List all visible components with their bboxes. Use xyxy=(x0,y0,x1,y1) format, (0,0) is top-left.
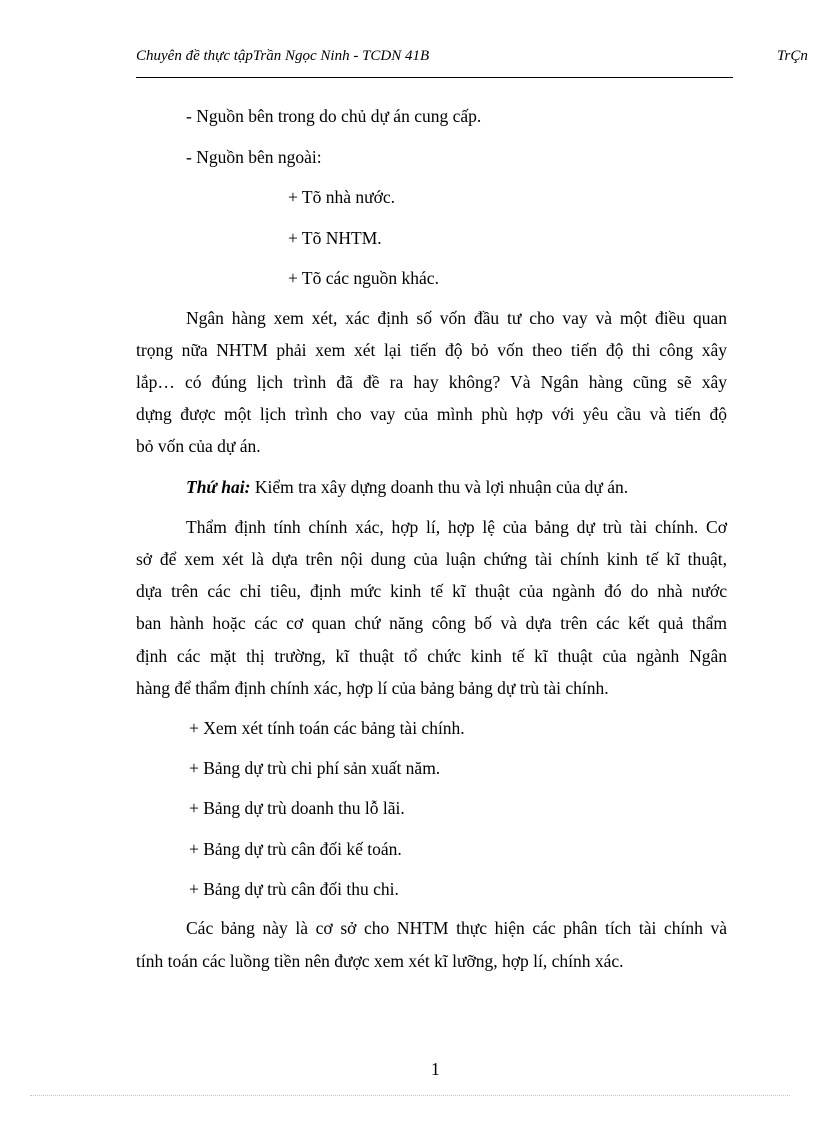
paragraph-line: dựa trên các chỉ tiêu, định mức kinh tế kĩ thuật của ngành đó do nhà nước xyxy=(136,581,727,601)
page-number: 1 xyxy=(431,1059,440,1079)
header-divider xyxy=(136,77,733,78)
list-item: + Xem xét tính toán các bảng tài chính. xyxy=(189,718,465,738)
paragraph-line: tính toán các luồng tiền nên được xem xét kĩ lưỡng, hợp lí, chính xác. xyxy=(136,951,624,971)
running-header-title: Chuyên đề thực tậpTrần Ngọc Ninh - TCDN 41B xyxy=(136,48,430,64)
paragraph-line: ban hành hoặc các cơ quan chứ năng công bố và dựa trên các kết quả thẩm xyxy=(136,613,727,633)
footer-dotted-rule xyxy=(30,1095,790,1096)
second-text: Kiểm tra xây dựng doanh thu và lợi nhuận của dự án. xyxy=(250,477,629,497)
sub-item-nhtm: + Tõ NHTM. xyxy=(288,228,382,248)
paragraph-line: Ngân hàng xem xét, xác định số vốn đầu tư cho vay và một điều quan xyxy=(186,308,727,328)
sub-item-state: + Tõ nhà nước. xyxy=(288,187,396,207)
paragraph-line: trọng nữa NHTM phải xem xét lại tiến độ bỏ vốn theo tiến độ thi công xây xyxy=(136,340,727,360)
list-item-external-source: - Nguồn bên ngoài: xyxy=(186,147,322,167)
list-item-internal-source: - Nguồn bên trong do chủ dự án cung cấp. xyxy=(186,106,482,126)
paragraph-line: lắp… có đúng lịch trình đã đề ra hay không? Và Ngân hàng cũng sẽ xây xyxy=(136,372,727,392)
running-header-right: TrÇn xyxy=(777,48,808,64)
list-item: + Bảng dự trù cân đối kế toán. xyxy=(189,839,402,859)
paragraph-line: dựng được một lịch trình cho vay của mình phù hợp với yêu cầu và tiến độ xyxy=(136,404,727,424)
list-item: + Bảng dự trù doanh thu lỗ lãi. xyxy=(189,798,405,818)
paragraph-line: Thẩm định tính chính xác, hợp lí, hợp lệ của bảng dự trù tài chính. Cơ xyxy=(186,517,727,537)
list-item: + Bảng dự trù cân đối thu chi. xyxy=(189,879,399,899)
sub-item-other: + Tõ các nguồn khác. xyxy=(288,268,439,288)
section-heading-second xyxy=(186,476,628,498)
paragraph-line: hàng để thẩm định chính xác, hợp lí của bảng bảng dự trù tài chính. xyxy=(136,678,609,698)
second-label: Thứ hai: xyxy=(186,477,251,497)
paragraph-line: sở để xem xét là dựa trên nội dung của luận chứng tài chính kinh tế kĩ thuật, xyxy=(136,549,727,569)
paragraph-line: bỏ vốn của dự án. xyxy=(136,436,261,456)
paragraph-line: Các bảng này là cơ sở cho NHTM thực hiện các phân tích tài chính và xyxy=(186,918,727,938)
list-item: + Bảng dự trù chi phí sản xuất năm. xyxy=(189,758,441,778)
paragraph-line: định các mặt thị trường, kĩ thuật tổ chức kinh tế kĩ thuật của ngành Ngân xyxy=(136,646,727,666)
